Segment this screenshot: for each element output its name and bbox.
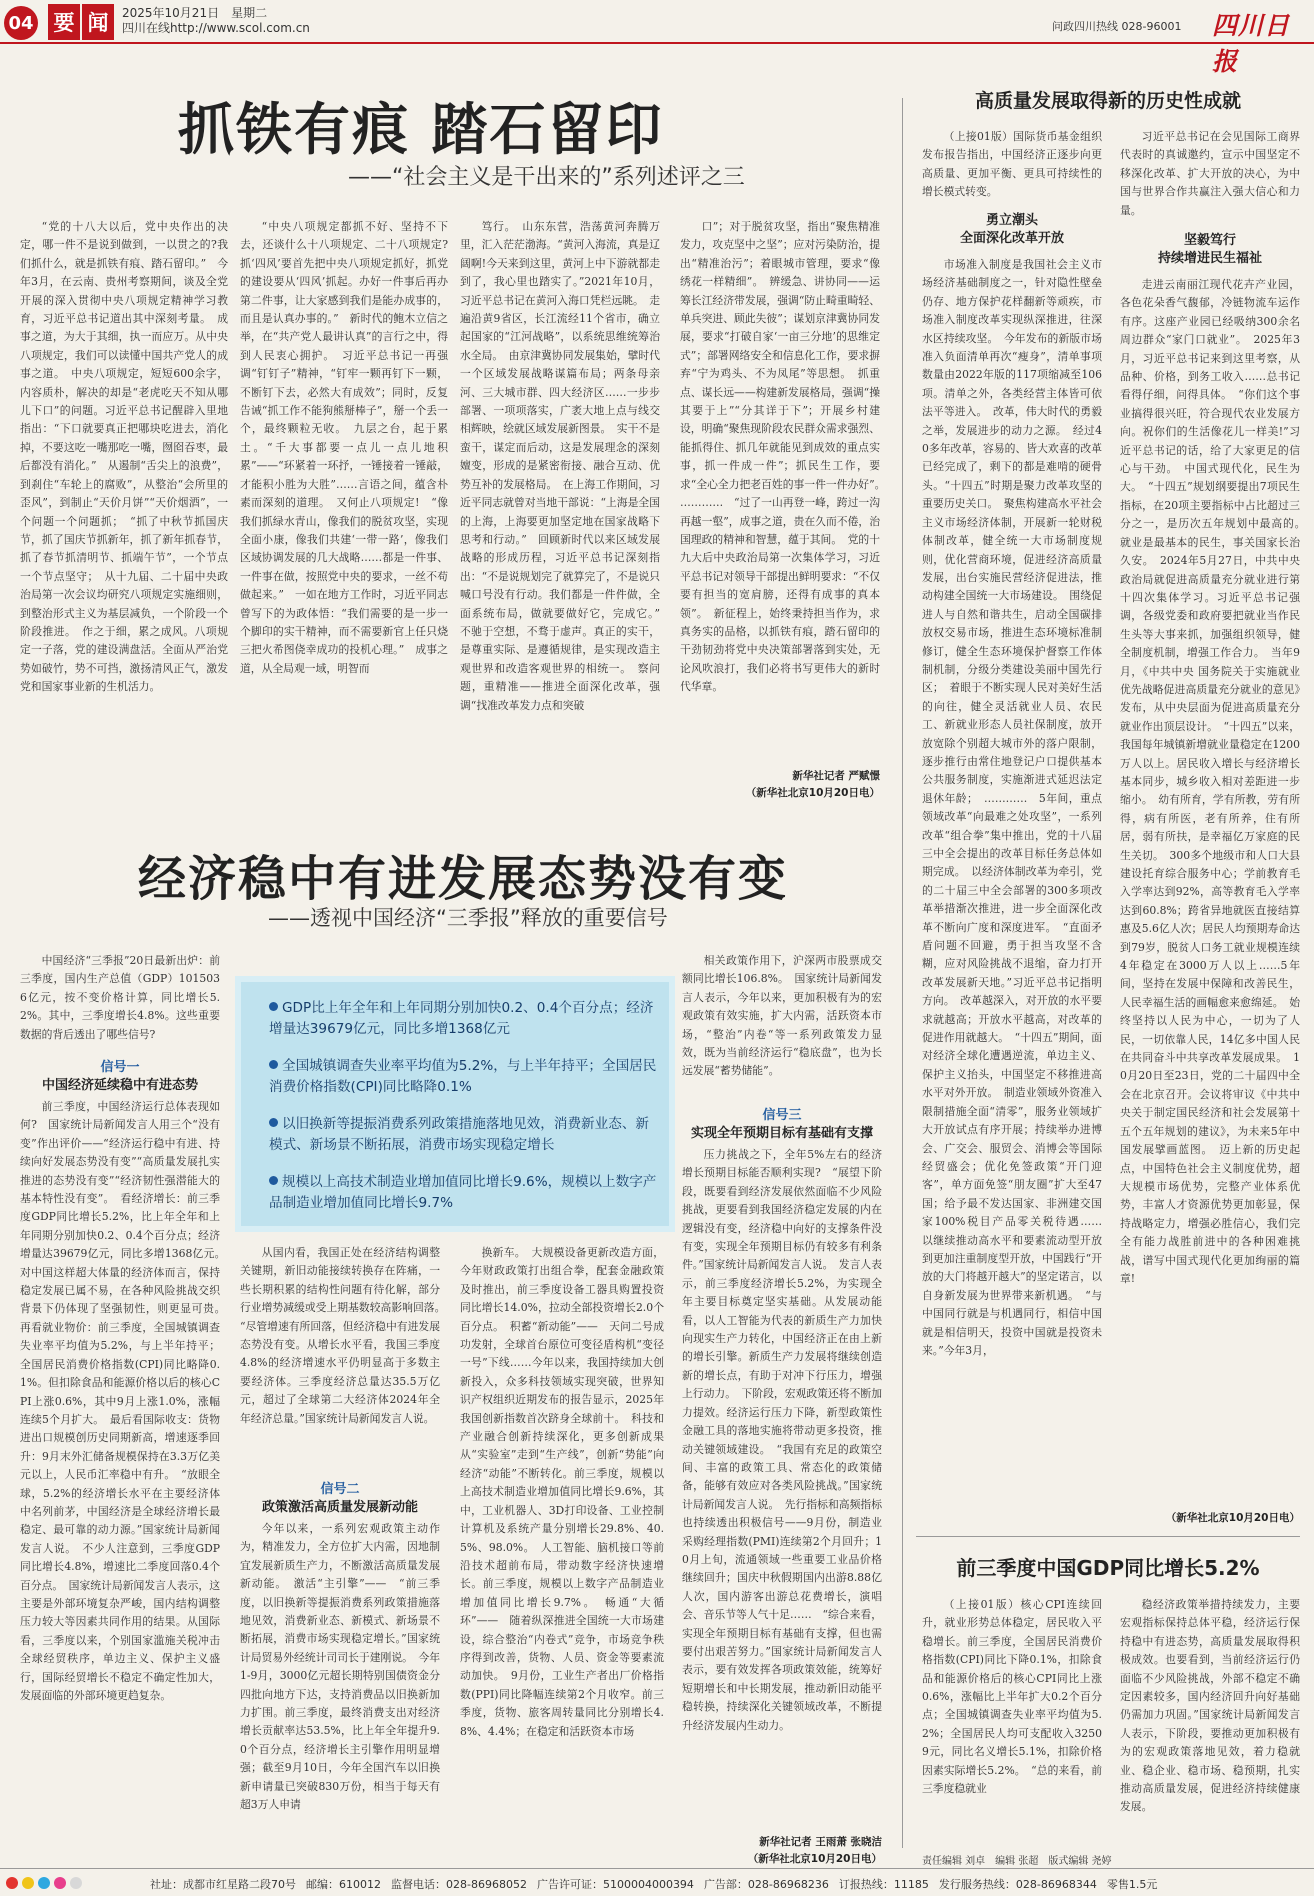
article1-column: 口”；对于脱贫攻坚，指出“聚焦精准发力，攻克坚中之坚”；应对污染防治，提出“精准治污”；着眼城市管理，要求“像绣花一样精细”。 辨缓急、讲协同——运筹长江经济带发展，强调“防止畸重畸轻、单兵突进、顾此失彼”；谋划京津冀协同发展，要求“打破自家‘一亩三分地’的思维定式”；部署网络安全和信息化工作，要求摒弃“宁为鸡头、不为凤尾”等思想。 抓重点、谋长远——构建新发展格局，强调“操其要于上”“分其详于下”；开展乡村建设，明确“聚焦现阶段农民群众需求强烈、能抓得住、抓几年就能见到成效的重点实事，抓一件成一件”；抓民生工作，要求“全心全力把老百姓的事一件一件办好”。 ………… “过了一山再登一峰，跨过一沟再越一壑”，成事之道，贵在久而不倦，治国理政的精神和智慧，蕴于其间。 党的十九大后中央政治局第一次集体学习，习近平总书记对领导干部提出鲜明要求：“不仅要有担当的宽肩膀，还得有成事的真本领”。 新征程上，始终秉持担当作为，求真务实的品格，以抓铁有痕，踏石留印的干劲韧劲将党中央决策部署落到实处，无论风吹浪打，我们必将书写更伟大的新时代华章。 — [680, 220, 891, 694]
right-article-column: 市场准入制度是我国社会主义市场经济基础制度之一，针对隐性壁垒仍存、地方保护花样翻新等顽疾，市场准入制度改革实现纵深推进，往深水区持续攻坚。 今年发布的新版市场准入负面清单再次“瘦身”，清单事项数量由2022年版的117项缩减至106项。清单之外，各类经营主体皆可依法平等进入。 改革，伟大时代的勇毅之举，发展进步的动力之源。 经过40多年改革，容易的、皆大欢喜的改革已经完成了，剩下的都是难啃的硬骨头。“十四五”时期是聚力改革攻坚的重要历史关口。 聚焦构建高水平社会主义市场经济体制，开展新一轮财税体制改革，健全统一大市场制度规则，优化营商环境，促进经济高质量发展，出台实施民营经济促进法，推动构建全国统一大市场建设。 围绕促进人与自然和谐共生，启动全国碳排放权交易市场，推进生态环境标准制修订，健全生态环境保护督察工作体制机制，分级分类建设美丽中国先行区； 着眼于不断实现人民对美好生活的向往，健全灵活就业人员、农民工、新就业形态人员社保制度，放开放宽除个别超大城市外的落户限制，逐步推行由常住地登记户口提供基本公共服务制度，实施渐进式延迟法定退休年龄； ………… 5年间，重点领域改革“向最难之处攻坚”，一系列改革“组合拳”集中推出，党的十八届三中全会提出的改革目标任务总体如期完成。 以经济体制改革为牵引，党的二十届三中全会部署的300多项改革举措渐次推进，进一步全面深化改革不断向广度和深度进军。 “直面矛盾问题不回避，勇于担当攻坚不含糊，应对风险挑战不退缩，奋力打开改革发展新天地。”习近平总书记指明方向。 改革越深入，对开放的水平要求就越高；开放水平越高，对改革的促进作用就越大。 “十四五”期间，面对经济全球化遭遇逆流，单边主义、保护主义抬头，中国坚定不移推进高水平对外开放。 制造业领域外资准入限制措施全面“清零”，服务业领域扩大开放试点有序开展；持续举办进博会、广交会、服贸会、消博会等国际经贸盛会；优化免签政策“开门迎客”，单方面免签“朋友圈”扩大至47国；给予最不发达国家、非洲建交国家100%税目产品零关税待遇…… 以继续推动高水平和要素流动型开放到更加注重制度型开放，中国践行“开放的大门将越开越大”的坚定诺言，以自身新发展为世界带来新机遇。 “与中国同行就是与机遇同行，相信中国就是相信明天，投资中国就是投资未来。”今年3月， — [922, 258, 1113, 1357]
right-subhead: 勇立潮头 全面深化改革开放 — [959, 213, 1064, 246]
section-char: 闻 — [82, 4, 114, 40]
footer-phone: 发行服务热线：028-86968344 — [938, 1878, 1097, 1891]
byline: 新华社记者 王雨萧 张晓洁 — [759, 1836, 882, 1848]
key-figures-box — [235, 976, 675, 1232]
signal-title: 中国经济延续稳中有进态势 — [41, 1078, 198, 1093]
footer-rule — [0, 1868, 1314, 1869]
footer-phone: 广告部：028-86968236 — [703, 1878, 829, 1891]
article1-title: 抓铁有痕 踏石留印 — [178, 98, 664, 163]
hotline: 问政四川热线 028-96001 — [1052, 20, 1182, 33]
key-figure-item: 全国城镇调查失业率平均值为5.2%，与上半年持平；全国居民消费价格指数(CPI)同比略降0.1% — [269, 1058, 657, 1095]
signal-title: 实现全年预期目标有基础有支撑 — [690, 1126, 873, 1141]
right-article2-title: 前三季度中国GDP同比增长5.2% — [956, 1556, 1260, 1580]
article1-subtitle: ——“社会主义是干出来的”系列述评之三 — [348, 165, 745, 190]
article1-byline — [680, 768, 880, 802]
key-figure-item: 以旧换新等提振消费系列政策措施落地见效，消费新业态、新模式、新场景不断拓展，消费市场实现稳定增长 — [269, 1116, 650, 1153]
article2-intro: 中国经济“三季报”20日最新出炉：前三季度，国内生产总值（GDP）1015036亿元，按不变价格计算，同比增长5.2%。其中，三季度增长4.8%。这些重要数据的背后透出了哪些信号? — [20, 954, 220, 1041]
right-article-title: 高质量发展取得新的历史性成就 — [974, 90, 1241, 112]
article1-column: “党的十八大以后，党中央作出的决定，哪一件不是说到做到，一以贯之的?我们抓什么，就是抓铁有痕、踏石留印。” 今年3月，在云南、贵州考察期间，谈及全党开展的深入贯彻中央八项规定精神学习教育，习近平总书记道出其中深刻考量。 成事之道，为大于其细，执一而应万。从中央八项规定，我们可以读懂中国共产党人的成事之道。 中央八项规定，短短600余字，内容质朴，解决的却是“老虎吃天不知从哪儿下口”的问题。习近平总书记醒辟入里地指出：“下口就要真正把哪块吃进去，消化掉，不要这吃一嘴那吃一嘴，囫囵吞枣，最后都没有消化。” 从遏制“舌尖上的浪费”，到刹住“车轮上的腐败”，从整治“会所里的歪风”，到制止“天价月饼”“天价烟酒”，一个问题一个问题抓； “抓了中秋节抓国庆节，抓了国庆节抓新年，抓了新年抓春节，抓了春节抓清明节、抓端午节”，一个节点一个节点坚守； 从十九届、二十届中央政治局第一次会议均研究八项规定实施细则，到整治形式主义为基层减负，一个阶段一个阶段推进。 作之于细，累之成风。八项规定一子落，党的建设满盘活。全面从严治党势如破竹，势不可挡，激扬清风正气，激发党和国家事业新的生机活力。 — [20, 220, 228, 694]
right-article-column: 走进云南丽江现代花卉产业园，各色花朵香气馥郁，冷链物流车运作有序。这座产业园已经吸纳300余名周边群众“家门口就业”。 2025年3月，习近平总书记来到这里考察，从品种、价格，到务工收入……总书记看得仔细，问得具体。 “你们这个事业搞得很兴旺，符合现代农业发展方向。祝你们的生活像花儿一样美!”习近平总书记的话，给了大家更足的信心与干劲。 中国式现代化，民生为大。 “十四五”规划纲要提出7项民生指标，在20项主要指标中占比超过三分之一，是历次五年规划中最高的。 就业是最基本的民生，事关国家长治久安。 2024年5月27日，中共中央政治局就促进高质量充分就业进行第十四次集体学习。习近平总书记强调，各级党委和政府要把就业当作民生头等大事来抓，加强组织领导，健全制度机制，增强工作合力。 当年9月，《中共中央 国务院关于实施就业优先战略促进高质量充分就业的意见》发布，从中央层面为促进高质量充分就业作出顶层设计。 “十四五”以来，我国每年城镇新增就业量稳定在1200万人以上。居民收入增长与经济增长基本同步，城乡收入相对差距进一步缩小。 幼有所育，学有所教，劳有所得，病有所医，老有所养，住有所居，弱有所扶，是幸福亿万家庭的民生关切。 300多个地级市和人口大县建设托育综合服务中心；学前教育毛入学率达到92%，高等教育毛入学率达到60.8%；跨省异地就医直接结算惠及5.6亿人次；居民人均预期寿命达到79岁，脱贫人口务工就业规模连续4年稳定在3000万人以上……5年间，坚持在发展中保障和改善民生，人民幸福生活的画幅愈来愈绵延。 始终坚持以人民为中心，一切为了人民，一切依靠人民，14亿多中国人民在共同奋斗中共享改革发展成果。 10月20日至23日，党的二十届四中全会在北京召开。会议将审议《中共中央关于制定国民经济和社会发展第十五个五年规划的建议》，为未来5年中国发展擘画蓝图。 迈上新的历史起点，中国特色社会主义制度优势，超大规模市场优势，完整产业体系优势，丰富人才资源优势更加彰显，保持战略定力，增强必胜信心，我们完全有能力战胜前进中的各种困难挑战，谱写中国式现代化更加绚丽的篇章! — [1120, 278, 1311, 1285]
header-rule — [0, 42, 1314, 44]
article2-column: 今年以来，一系列宏观政策主动作为，精准发力，全方位扩大内需，因地制宜发展新质生产力，不断激活高质量发展新动能。 激活“主引擎”—— “前三季度，以旧换新等提振消费系列政策措施落地见效，消费新业态、新模式、新场景不断拓展，消费市场实现稳定增长。”国家统计局贸易外经统计司司长于建刚说。 今年1-9月，3000亿元超长期特别国债资金分四批向地方下达，支持消费品以旧换新加力扩围。前三季度，最终消费支出对经济增长贡献率达53.5%，比上年全年提升9.0个百分点，经济增长主引擎作用明显增强；截至9月10日，今年全国汽车以旧换新申请量已突破830万份，相当于每天有超3万人申请 — [240, 1522, 440, 1812]
section-label — [48, 4, 114, 40]
dateline: （新华社北京10月20日电） — [745, 787, 880, 799]
byline: 新华社记者 严赋憬 — [792, 770, 880, 782]
date: 2025年10月21日 — [122, 6, 220, 20]
dateline: （新华社北京10月20日电） — [747, 1853, 882, 1865]
color-dot — [22, 1877, 34, 1889]
issue-date — [122, 6, 310, 36]
column-divider — [902, 98, 903, 1848]
article2-title: 经济稳中有进发展态势没有变 — [138, 851, 789, 907]
color-dot — [54, 1877, 66, 1889]
right-article2-column: （上接01版）核心CPI连续回升，就业形势总体稳定，居民收入平稳增长。前三季度，全国居民消费价格指数(CPI)同比下降0.1%，扣除食品和能源价格后的核心CPI同比上涨0.6%，涨幅比上半年扩大0.2个百分点；全国城镇调查失业率平均值为5.2%；全国居民人均可支配收入32509元，同比名义增长5.1%，扣除价格因素实际增长5.2%。 “总的来看，前三季度稳就业 — [922, 1598, 1102, 1796]
article1-column: “中央八项规定都抓不好、坚持不下去，还谈什么十八项规定、二十八项规定?抓‘四风’要首先把中央八项规定抓好，抓党的建设要从‘四风’抓起。办好一件事后再办第二件事，让大家感到我们是能办成事的，而且是认真办事的。” 新时代的鲍木立信之举，在“共产党人最讲认真”的言行之中，得到人民衷心拥护。 习近平总书记一再强调“钉钉子”精神，“钉牢一颗再钉下一颗，不断钉下去，必然大有成效”；同时，反复告诫“抓工作不能狗熊掰棒子”，掰一个丢一个，最终颗粒无收。 九层之台，起于累土。“千大事都要一点儿一点儿地积累”——“环紧着一环抒，一锤接着一锤敲，才能积小胜为大胜”……言语之间，蕴含朴素而深刻的道理。 又何止八项规定! “像我们抓绿水青山，像我们的脱贫攻坚，实现全面小康，像我们共建‘一带一路’，像我们区域协调发展的几大战略……都是一件事、一件事在做，按照党中央的要求，一丝不苟做起来。” 一如在地方工作时，习近平同志曾写下的为政体悟：“我们需要的是一步一个脚印的实干精神，而不需要新官上任只烧三把火希图侥幸成功的投机心理。” 成事之道，从全局观一域，明智而 — [240, 220, 448, 675]
page-number: 04 — [4, 6, 38, 40]
article2-subtitle: ——透视中国经济“三季报”释放的重要信号 — [268, 906, 668, 930]
right-article-column: （上接01版）国际货币基金组织发布报告指出，中国经济正逐步向更高质量、更加平衡、更具可持续性的增长模式转变。 — [922, 130, 1102, 199]
section-char: 要 — [48, 4, 80, 40]
footer-phone: 监督电话：028-86968052 — [391, 1878, 527, 1891]
signal-label: 信号三 — [762, 1108, 802, 1123]
right-dateline: （新华社北京10月20日电） — [1165, 1512, 1300, 1524]
article1-column: 笃行。 山东东营，浩荡黄河奔腾万里，汇入茫茫渤海。“黄河入海流，真是辽阔啊!今天来到这里，黄河上中下游就都走到了，我心里也踏实了。”2021年10月，习近平总书记在黄河入海口凭栏远眺。 走遍沿黄9省区，长江流经11个省市，确立起国家的“江河战略”，以系统思维统筹治水全局。 由京津冀协同发展集始，擘时代一个区域发展战略谋篇布局；两条母亲河、三大城市群、四大经济区……一步步部署、一项项落实，广袤大地上点与线交相辉映，绘就区域发展新图景。 实干不是蛮干，谋定而后动，这是发展理念的深刻嬗变，形成的是紧密衔接、融合互动、优势互补的发展格局。 在上海工作期间，习近平同志就曾对当地干部说：“上海是全国的上海，上海要更加坚定地在国家战略下思考和行动。” 回顾新时代以来区域发展战略的形成历程，习近平总书记深刻指出：“不是说规划完了就算完了，不是说只喊口号没有行动。我们都是一件件做，全面系统布局，做就要做好它，完成它。” 不驰于空想，不骛于虚声。真正的实干，是尊重实际、是遵循规律，是实现改造主观世界和改造客观世界的相统一。 察问题，重精准——推进全面深化改革，强调“找准改革发力点和突破 — [460, 220, 671, 712]
color-registration-marks — [6, 1877, 86, 1892]
signal-label: 信号一 — [100, 1060, 140, 1075]
weekday: 星期二 — [231, 6, 268, 20]
article2-column: 从国内看，我国正处在经济结构调整关键期，新旧动能接续转换存在阵痛，一些长期积累的结构性问题有待化解，部分行业增势减缓或受上期基数较高影响回落。 “尽管增速有所回落，但经济稳中有进发展态势没有变。从增长水平看，我国三季度4.8%的经济增速水平仍明显高于多数主要经济体。三季度经济总量达35.5万亿元，超过了全球第二大经济体2024年全年经济总量。”国家统计局新闻发言人说。 — [240, 1246, 451, 1425]
article2-column: 相关政策作用下，沪深两市股票成交额同比增长106.8%。 国家统计局新闻发言人表示，今年以来，更加积极有为的宏观政策有效实施，扩大内需，活跃资本市场，“整治”内卷“等一系列政策发力显效，既为当前经济运行“稳底盘”，也为长远发展“蓄势储能”。 — [682, 954, 882, 1078]
footer-license: 广告许可证：5100004000394 — [536, 1878, 694, 1891]
right-article2-column: 稳经济政策举措持续发力，主要宏观指标保持总体平稳，经济运行保持稳中有进态势，高质量发展取得积极成效。也要看到，当前经济运行仍面临不少风险挑战，外部不稳定不确定因素较多，国内经济回升向好基础仍需加力巩固。”国家统计局新闻发言人表示，下阶段，要推动更加积极有为的宏观政策落地见效，着力稳就业、稳企业、稳市场、稳预期，扎实推动高质量发展，促进经济持续健康发展。 — [1120, 1598, 1300, 1814]
right-subhead: 坚毅笃行 持续增进民生福祉 — [1157, 233, 1262, 266]
color-dot — [38, 1877, 50, 1889]
key-figure-item: GDP比上年全年和上年同期分别加快0.2、0.4个百分点；经济增量达39679亿元，同比多增1368亿元 — [269, 1000, 654, 1037]
footer-price: 零售1.5元 — [1106, 1878, 1158, 1891]
article2-column: 前三季度，中国经济运行总体表现如何? 国家统计局新闻发言人用三个“没有变”作出评价——“经济运行稳中有进、持续向好发展态势没有变”“高质量发展扎实推进的态势没有变”“经济韧性强潜能大的基本特性没有变”。 看经济增长：前三季度GDP同比增长5.2%，比上年全年和上年同期分别加快0.2、0.4个百分点；经济增量达39679亿元，同比多增1368亿元。 对中国这样超大体量的经济体而言，保持稳定发展已属不易，在各种风险挑战交织背景下仍体现了坚强韧性，则更显可贵。 再看就业物价：前三季度，全国城镇调查失业率平均值为5.2%，与上半年持平；全国居民消费价格指数(CPI)同比略降0.1%。但扣除食品和能源价格以后的核心CPI上涨0.6%，其中9月上涨1.0%，涨幅连续5个月扩大。 最后看国际收支：货物进出口规模创历史同期新高，增速逐季回升：9月末外汇储备规模保持在3.3万亿美元以上，人民币汇率稳中有升。 “放眼全球，5.2%的经济增长水平在主要经济体中名列前茅，中国经济是全球经济增长最稳定、最可靠的动力源。”国家统计局新闻发言人说。 不少人注意到，三季度GDP同比增长4.8%，增速比二季度回落0.4个百分点。 国家统计局新闻发言人表示，这主要是外部环境复杂严峻，国内结构调整压力较大等因素共同作用的结果。从国际看，三季度以来，个别国家滥施关税冲击全球经贸秩序，单边主义、保护主义盛行，国际经贸增长不稳定不确定性加大，发展面临的外部环境更趋复杂。 — [20, 1100, 231, 1702]
signal-label: 信号二 — [320, 1482, 360, 1497]
right-article-column: 习近平总书记在会见国际工商界代表时的真诚邀约，宣示中国坚定不移深化改革、扩大开放的决心，为中国与世界合作共赢注入强大信心和力量。 — [1120, 130, 1300, 217]
footer-subscribe: 订报热线：11185 — [838, 1878, 929, 1891]
article2-byline — [682, 1834, 882, 1868]
newspaper-logo: 四川日报 — [1212, 13, 1291, 76]
footer-address: 社址：成都市红星路二段70号 — [150, 1878, 296, 1891]
key-figure-item: 规模以上高技术制造业增加值同比增长9.6%，规模以上数字产品制造业增加值同比增长9.7% — [269, 1174, 657, 1211]
color-dot — [6, 1877, 18, 1889]
website[interactable]: 四川在线http://www.scol.com.cn — [122, 21, 310, 35]
editors-credit: 责任编辑 刘卓 编辑 张超 版式编辑 尧婷 — [922, 1856, 1112, 1867]
signal-title: 政策激活高质量发展新动能 — [261, 1500, 418, 1515]
color-dot — [70, 1877, 82, 1889]
article2-column: 换新车。 大规模设备更新改造方面，今年财政政策打出组合拳，配套金融政策及时推出，前三季度设备工器具购置投资同比增长14.0%，拉动全部投资增长2.0个百分点。 积蓄“新动能”—— 天问二号成功发射，全球首台原位可变径盾构机“变径一号”下线……今年以来，我国持续加大创新投入，众多科技领域实现突破，世界知识产权组织近期发布的报告显示，2025年我国创新指数首次跻身全球前十。 科技和产业融合创新持续深化，更多创新成果从“实验室”走到“生产线”，创新“势能”向经济“动能”不断转化。前三季度，规模以上高技术制造业增加值同比增长9.6%，其中，工业机器人、3D打印设备、工业控制计算机及系统产量分别增长29.8%、40.5%、98.0%。 人工智能、脑机接口等前沿技术超前布局，带动数字经济快速增长。前三季度，规模以上数字产品制造业增加值同比增长9.7%。 畅通“大循环”—— 随着纵深推进全国统一大市场建设，综合整治“内卷式”竞争，市场竞争秩序得到改善，货物、人员、资金等要素流动加快。 9月份，工业生产者出厂价格指数(PPI)同比降幅连续第2个月收窄。前三季度，货物、旅客周转量同比分别增长4.8%、4.4%；在稳定和活跃资本市场 — [460, 1246, 664, 1738]
footer — [0, 1872, 1314, 1896]
divider — [916, 1536, 1300, 1537]
footer-postcode: 邮编：610012 — [306, 1878, 381, 1891]
article2-column: 压力挑战之下，全年5%左右的经济增长预期目标能否顺利实现? “展望下阶段，既要看到经济发展依然面临不少风险挑战，更要看到我国经济稳定发展的内在逻辑没有变，经济稳中向好的支撑条件没有变，实现全年预期目标仍有较多有利条件。”国家统计局新闻发言人说。 发言人表示，前三季度经济增长5.2%，为实现全年主要目标奠定坚实基础。从发展动能看，以人工智能为代表的新质生产力加快向现实生产力转化，中国经济正在由上新的增长引擎。新质生产力发展将继续创造新的增长点，有助于对冲下行压力，增强上行动力。 下阶段，宏观政策还将不断加力提效。经济运行压力下降，新型政策性金融工具的落地实施将带动更多投资，推动关键领域建设。 “我国有充足的政策空间、丰富的政策工具、常态化的政策储备，能够有效应对各类风险挑战。”国家统计局新闻发言人说。 先行指标和高频指标也持续透出积极信号——9月份，制造业采购经理指数(PMI)连续第2个月回升；10月上旬，流通领域一些重要工业品价格继续回升；国庆中秋假期国内出游8.88亿人次，国内游客出游总花费增长，演唱会、音乐节等人气十足…… “综合来看，实现全年预期目标有基础有支撑，但也需要付出艰苦努力。”国家统计局新闻发言人表示，要有效发挥各项政策效能，统筹好短期增长和中长期发展，推动新旧动能平稳转换，持续深化关键领域改革，不断提升经济发展内生动力。 — [682, 1148, 882, 1732]
